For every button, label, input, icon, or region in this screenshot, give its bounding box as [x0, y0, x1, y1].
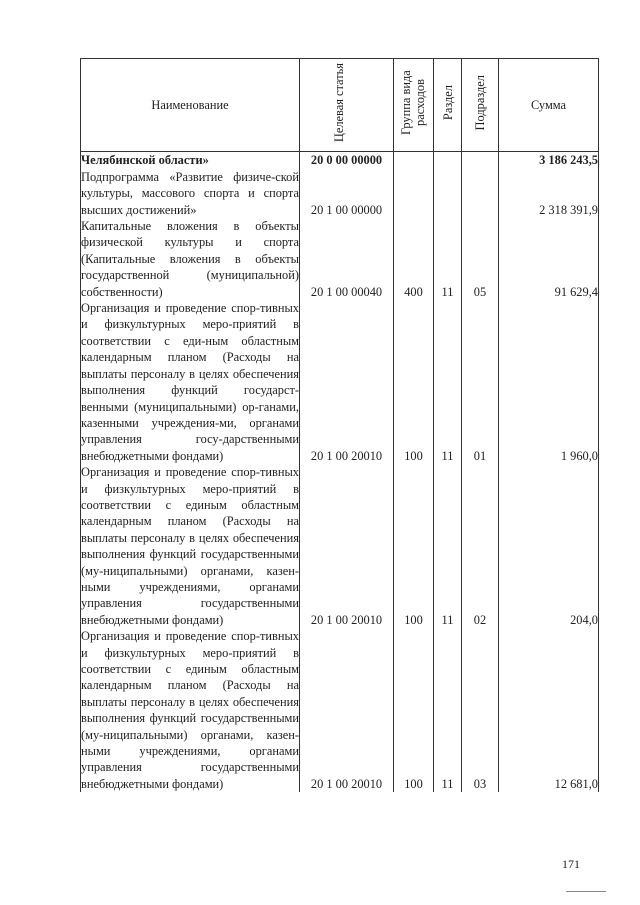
row-target: 20 1 00 20010: [300, 300, 394, 464]
row-name: Организация и проведение спор-тивных и физкультурных меро-приятий в соответствии с еди-ным областным календарным планом (Расходы на выплаты персоналу в целях обеспечения выполнения функций государст-венными (муниципальными) ор-ганами, казенными учреждения-ми, органами управления госу-дарственными внебюджетными фондами): [81, 301, 299, 463]
row-group: [394, 169, 434, 218]
row-subsection: [462, 152, 499, 169]
header-section: [434, 59, 462, 152]
table-row: [81, 152, 599, 169]
table-row: [81, 464, 599, 628]
row-name: Организация и проведение спор-тивных и физкультурных меро-приятий в соответствии с единым областным календарным планом (Расходы на выплаты персоналу в целях обеспечения выполнения функций государственными (му-ниципальными) органами, казен-ными учреждениями, органами управления государственными внебюджетными фондами): [81, 629, 299, 791]
row-section: 11: [434, 628, 462, 792]
row-subsection: 03: [462, 628, 499, 792]
row-sum: 204,0: [499, 464, 599, 628]
header-subsection-label: Подраздел: [473, 75, 487, 131]
row-sum: 12 681,0: [499, 628, 599, 792]
table-header-row: [81, 59, 599, 152]
budget-table: [80, 58, 599, 792]
row-name: Организация и проведение спор-тивных и физкультурных меро-приятий в соответствии с единым областным календарным планом (Расходы на выплаты персоналу в целях обеспечения выполнения функций государственными (му-ниципальными) органами, казен-ными учреждениями, органами управления государственными внебюджетными фондами): [81, 465, 299, 627]
header-expense-group: [394, 59, 434, 152]
row-name: Челябинской области»: [81, 152, 300, 169]
row-target: 20 1 00 20010: [300, 464, 394, 628]
row-target: 20 1 00 00000: [300, 169, 394, 218]
row-sum: 3 186 243,5: [499, 152, 599, 169]
table-row: [81, 628, 599, 792]
row-section: [434, 152, 462, 169]
row-name: Капитальные вложения в объекты физической культуры и спорта (Капитальные вложения в объекты государственной (муниципальной) собственности): [81, 219, 299, 299]
header-name: Наименование: [81, 59, 300, 152]
row-sum: 91 629,4: [499, 218, 599, 300]
row-section: 11: [434, 300, 462, 464]
footer-divider: [566, 891, 606, 892]
row-subsection: 01: [462, 300, 499, 464]
row-group: 100: [394, 300, 434, 464]
row-group: 400: [394, 218, 434, 300]
row-target: 20 1 00 00040: [300, 218, 394, 300]
table-row: [81, 218, 599, 300]
header-section-label: Раздел: [440, 85, 455, 121]
page-number: 171: [562, 857, 580, 871]
table-row: [81, 169, 599, 218]
header-target: [300, 59, 394, 152]
row-subsection: [462, 169, 499, 218]
table-row: [81, 300, 599, 464]
row-group: 100: [394, 464, 434, 628]
row-section: 11: [434, 218, 462, 300]
row-subsection: 02: [462, 464, 499, 628]
row-section: [434, 169, 462, 218]
row-subsection: 05: [462, 218, 499, 300]
row-sum: 1 960,0: [499, 300, 599, 464]
row-section: 11: [434, 464, 462, 628]
header-subsection: [462, 59, 499, 152]
row-target: 20 1 00 20010: [300, 628, 394, 792]
header-expense-group-label: Группа вида расходов: [398, 70, 427, 136]
row-group: 100: [394, 628, 434, 792]
header-target-label: Целевая статья: [331, 63, 346, 143]
row-sum: 2 318 391,9: [499, 169, 599, 218]
row-group: [394, 152, 434, 169]
header-sum: Сумма: [499, 59, 599, 152]
row-name: Подпрограмма «Развитие физиче-ской культуры, массового спорта и спорта высших достижений»: [81, 169, 299, 217]
row-target: 20 0 00 00000: [300, 152, 394, 169]
